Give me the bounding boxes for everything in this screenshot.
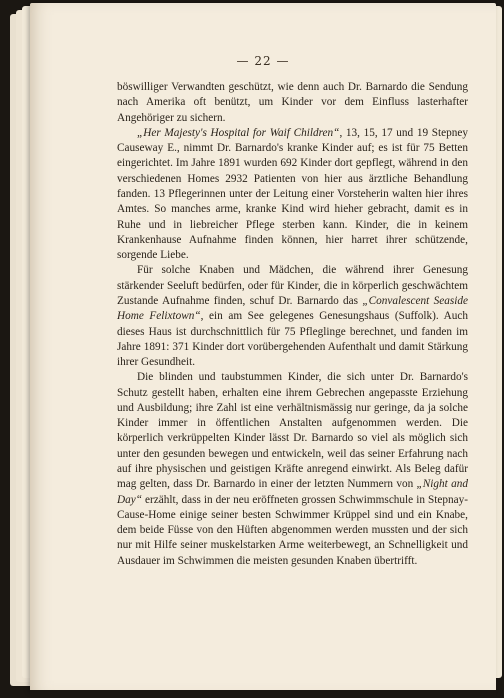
text-run: Die blinden und taubstummen Kinder, die sich unter Dr. Barnardo's Schutz gestellt haben, erhalten eine ihrem Gebrechen angepasste Erziehung und Ausbildung; ihre Zahl ist eine verhältnismässig nur geringe, da ja solche Kinder immer in öffentlichen Anstalten aufgenommen werden. Die körperlich verkrüppelten Kinder lässt Dr. Barnardo so viel als möglich sich unter den gesunden bewegen und entwickeln, weil das seiner Erfahrung nach auf ihre physischen und geistigen Kräfte anregend einwirkt. Als Beleg dafür mag gelten, dass Dr. Barnardo in einer der letzten Nummern von (117, 371, 468, 491)
text-run: erzählt, dass in der neu eröffneten grossen Schwimmschule in Stepnay-Cause-Home einige seiner besten Schwimmer Krüppel sind und ein Knabe, dem beide Füsse von den Hüften abgenommen werden mussten und der sich nur mit Hilfe seiner muskelstarken Arme weiterbewegt, an Schnelligkeit und Ausdauer im Schwimmen die meisten gesunden Knaben übertrifft. (117, 493, 468, 567)
text-run: , ein am See gelegenes Genesungshaus (Suffolk). Auch dieses Haus ist durchschnittlich für 75 Pfleglinge berechnet, und fanden im Jahre 1891: 371 Kinder dort vorübergehenden Aufenthalt und damit Stärkung ihrer Gesundheit. (117, 310, 468, 369)
paragraph (117, 80, 468, 126)
page-number: — 22 — (236, 54, 290, 68)
italic-title: „Convalescent Seaside Home Felixtown“ (117, 294, 469, 323)
paragraph (117, 370, 468, 569)
italic-title: „Night and Day“ (117, 478, 468, 506)
book-page (30, 3, 496, 693)
text-run: , 13, 15, 17 und 19 Stepney Causeway E., nimmt Dr. Barnardo's kranke Kinder auf; es ist für 75 Betten eingerichtet. Im Jahre 1891 wurden 692 Kinder dort gepflegt, während in den verschiedenen Homes 2932 Patienten von hier aus ärztliche Behandlung fanden. 13 Pflegerinnen unter der Leitung einer Vorsteherin walten hier ihres Amtes. So manches arme, kranke Kind wird hieher gebracht, damit es in Ruhe und in liebreicher Pflege sterben kann. Kinder, die in keinem Krankenhause Aufnahme finden können, hier harret ihrer schützende, sorgende Liebe. (117, 126, 468, 262)
page-bottom-edge (30, 690, 496, 698)
text-run: Für solche Knaben und Mädchen, die während ihrer Genesung stärkender Seeluft bedürfen, oder für Kinder, die in körperlich geschwächtem Zustande Aufnahme finden, schuf Dr. Barnardo das (117, 264, 468, 307)
paragraph (117, 263, 468, 370)
paragraph (117, 126, 468, 264)
italic-title: „Her Majesty's Hospital for Waif Children“ (137, 126, 340, 139)
text-run: böswilliger Verwandten geschützt, wie denn auch Dr. Barnardo die Sendung nach Amerika oft benützt, um Kinder vor dem Einfluss lasterhafter Angehöriger zu sichern. (117, 81, 468, 124)
body-text (117, 80, 468, 569)
